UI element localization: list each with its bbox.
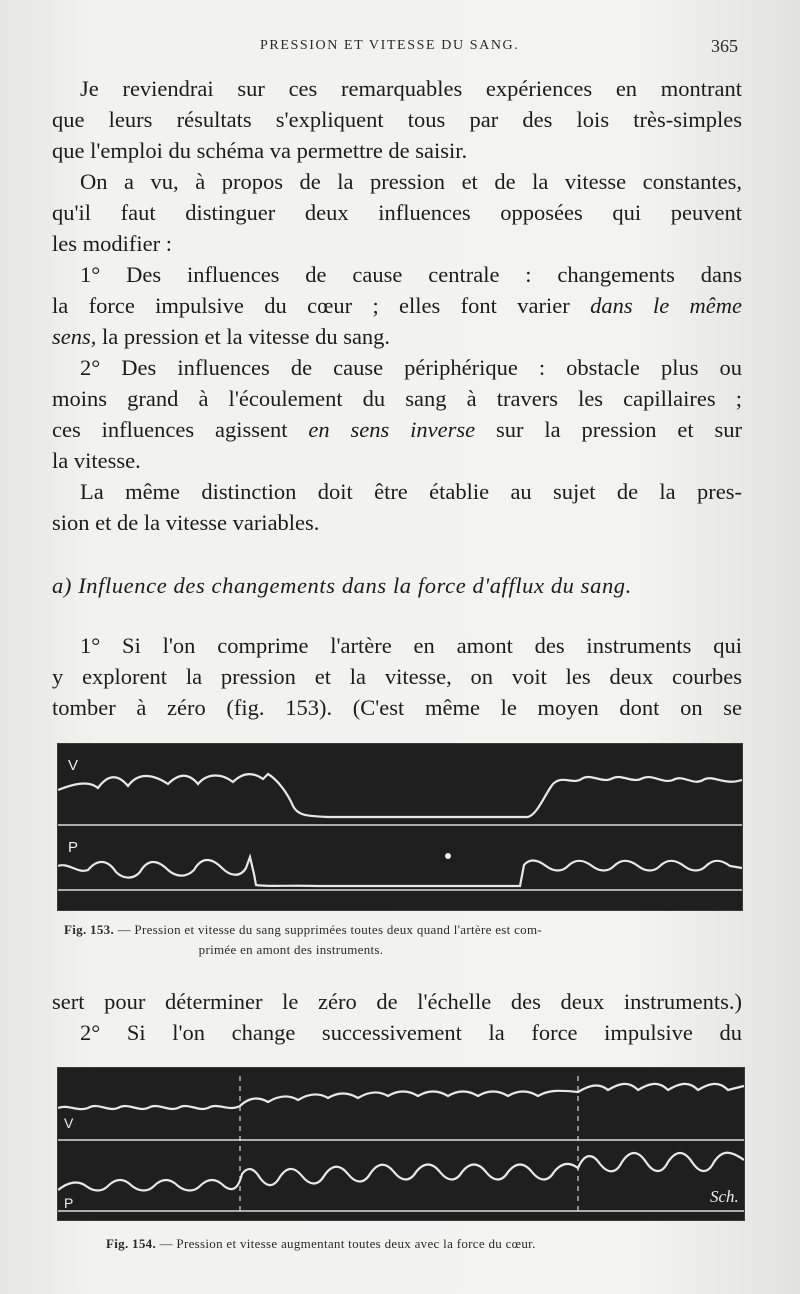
page-header xyxy=(60,34,740,64)
figure-153-caption xyxy=(64,920,748,960)
paragraph-2 xyxy=(52,166,742,259)
text-line: tomber à zéro (fig. 153). (C'est même le moyen dont on se xyxy=(52,695,742,720)
figure-154-tracings xyxy=(58,1068,744,1220)
text-line: 1° Des influences de cause centrale : changements dans xyxy=(80,262,742,287)
text-line: que l'emploi du schéma va permettre de saisir. xyxy=(52,138,468,163)
text-line: sert pour déterminer le zéro de l'échelle des deux instruments.) xyxy=(52,989,742,1014)
figure-154-label-v: V xyxy=(64,1115,74,1131)
text-line: sion et de la vitesse variables. xyxy=(52,510,320,535)
paragraph-1 xyxy=(52,73,742,166)
italic-text: en sens inverse xyxy=(308,417,476,442)
paragraph-6 xyxy=(52,630,742,723)
figure-154-plate xyxy=(58,1068,744,1220)
caption-figure-number: Fig. 154. xyxy=(106,1236,157,1251)
figure-153-label-v: V xyxy=(68,757,79,774)
page-number: 365 xyxy=(711,36,738,56)
text-line: La même distinction doit être établie au sujet de la pres- xyxy=(80,479,742,504)
text-line: y explorent la pression et la vitesse, on voit les deux courbes xyxy=(52,664,742,689)
text-line: 1° Si l'on comprime l'artère en amont des instruments qui xyxy=(80,633,742,658)
text-run: ces influences agissent xyxy=(52,417,309,442)
text-line xyxy=(52,290,742,321)
figure-154-label-p: P xyxy=(64,1195,74,1211)
caption-text-line-2: primée en amont des instruments. xyxy=(198,942,384,957)
text-line xyxy=(52,414,742,445)
section-heading xyxy=(52,573,742,599)
text-run: la force impulsive du cœur ; elles font varier xyxy=(52,293,591,318)
running-title: PRESSION ET VITESSE DU SANG. xyxy=(260,38,520,53)
paragraph-4 xyxy=(52,352,742,476)
paragraph-5 xyxy=(52,476,742,538)
text-line: moins grand à l'écoulement du sang à travers les capillaires ; xyxy=(52,386,742,411)
text-line: Je reviendrai sur ces remarquables expériences en montrant xyxy=(80,76,742,101)
paragraph-7 xyxy=(52,986,742,1048)
section-title: Influence des changements dans la force d'afflux du sang. xyxy=(78,573,632,598)
text-line: qu'il faut distinguer deux influences opposées qui peuvent xyxy=(52,200,742,225)
italic-text: dans le même xyxy=(590,293,743,318)
text-line: On a vu, à propos de la pression et de la vitesse constantes, xyxy=(80,169,742,194)
figure-153-plate xyxy=(58,744,742,910)
italic-text: sens, xyxy=(52,324,97,349)
paragraph-3 xyxy=(52,259,742,352)
caption-text: — Pression et vitesse augmentant toutes deux avec la force du cœur. xyxy=(156,1236,536,1251)
caption-figure-number: Fig. 153. xyxy=(64,922,115,937)
text-line: la vitesse. xyxy=(52,448,141,473)
text-line: que leurs résultats s'expliquent tous par des lois très-simples xyxy=(52,107,742,132)
text-line: 2° Si l'on change successivement la force impulsive du xyxy=(80,1020,742,1045)
text-line xyxy=(52,321,742,352)
figure-153-label-p: P xyxy=(68,839,79,856)
text-run: la pression et la vitesse du sang. xyxy=(96,324,391,349)
text-run: sur la pression et sur xyxy=(475,417,742,442)
section-marker: a) xyxy=(52,573,72,598)
figure-153-tracings xyxy=(58,744,742,910)
text-line: les modifier : xyxy=(52,231,172,256)
caption-text: — Pression et vitesse du sang supprimées toutes deux quand l'artère est com- xyxy=(114,922,543,937)
figure-154-signature: Sch. xyxy=(710,1187,739,1206)
text-line: 2° Des influences de cause périphérique : obstacle plus ou xyxy=(80,355,742,380)
figure-154-caption xyxy=(106,1234,746,1254)
